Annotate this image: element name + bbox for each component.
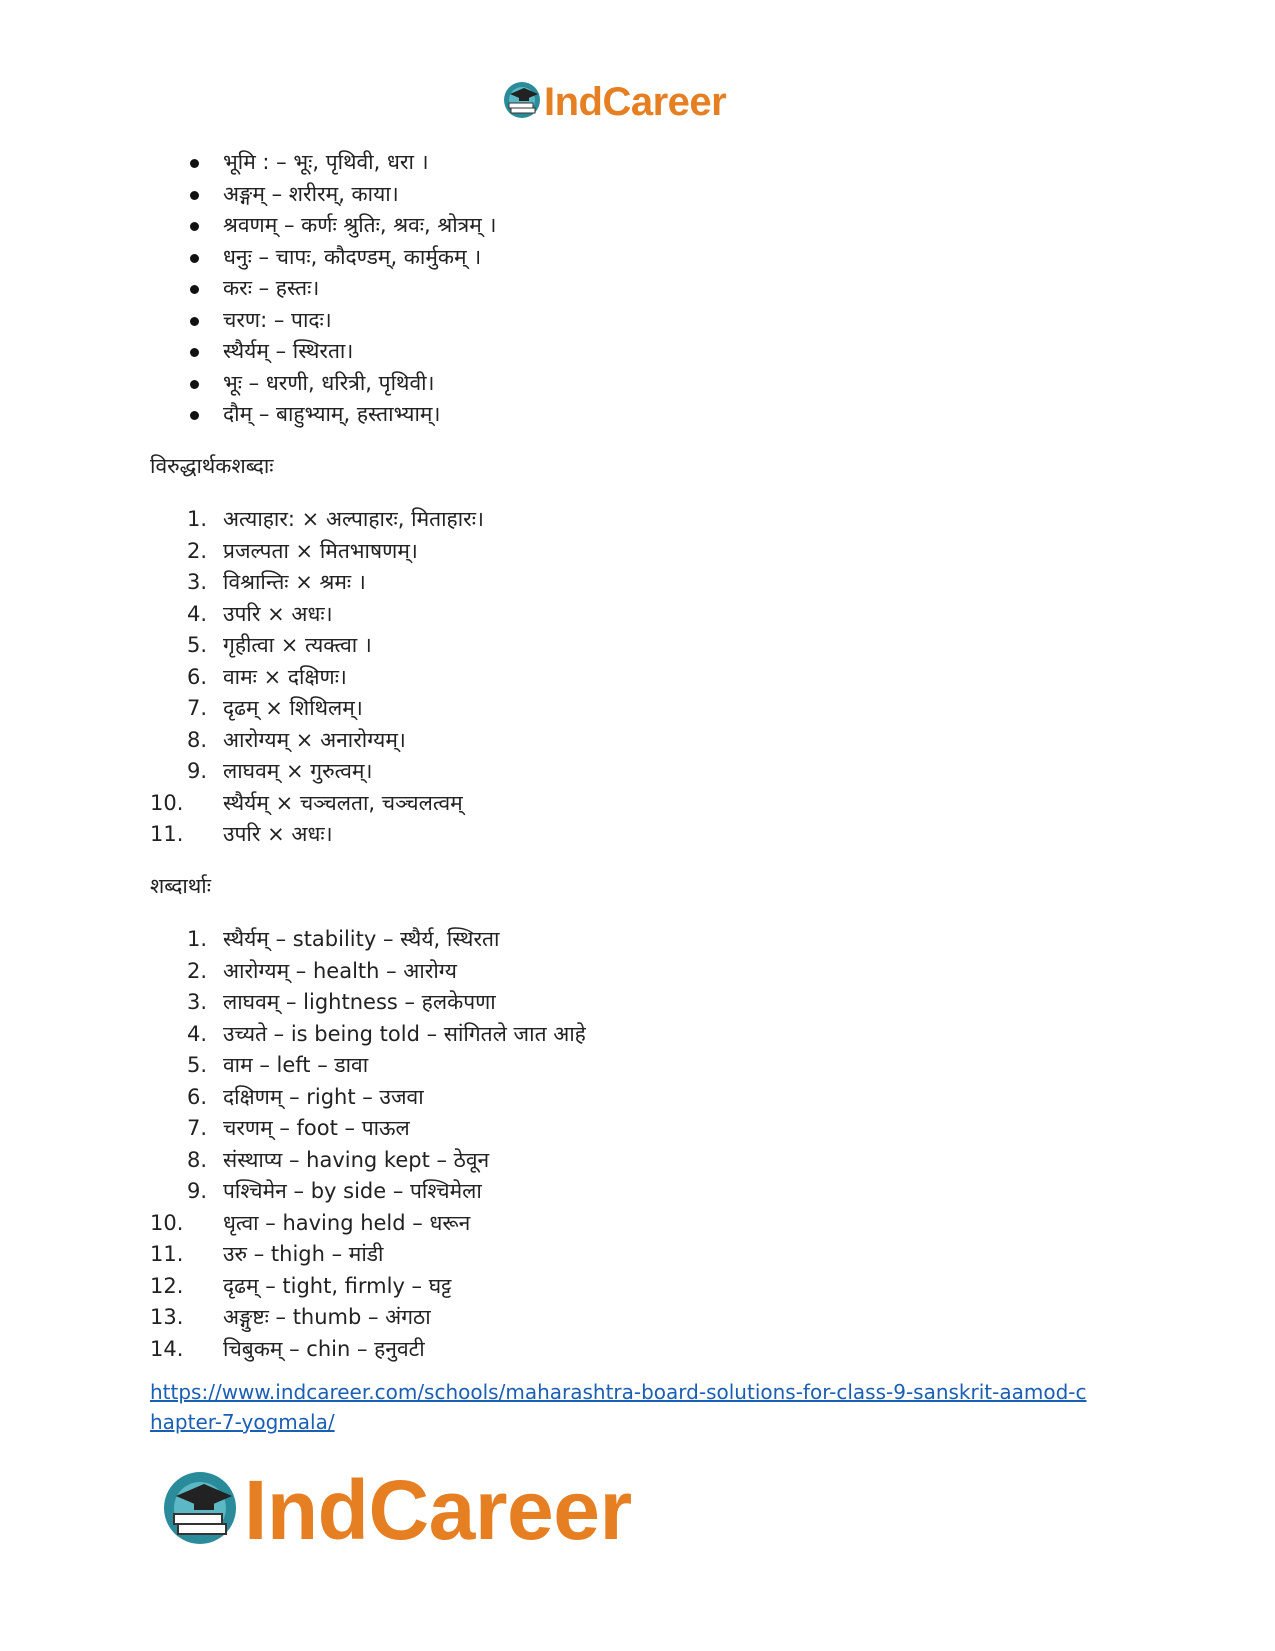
list-item: 6. वामः × दक्षिणः। [187, 664, 347, 689]
list-item: 3. लाघवम् – lightness – हलकेपणा [187, 990, 496, 1014]
list-item: 4. उपरि × अधः। [187, 601, 333, 626]
list-item: दौम् – बाहुभ्याम्, हस्ताभ्याम्। [150, 399, 1150, 431]
list-item: करः – हस्तः। [150, 273, 1150, 305]
source-link[interactable]: https://www.indcareer.com/schools/maharashtra-board-solutions-for-class-9-sanskrit-aamod-chapter-7-yogmala/ [150, 1380, 1087, 1434]
list-item: 14. चिबुकम् – chin – हनुवटी [150, 1336, 425, 1361]
footer-logo [160, 1463, 632, 1557]
brand-name: IndCareer [244, 1463, 632, 1557]
list-item: 11. उरु – thigh – मांडी [150, 1242, 384, 1266]
list-item: 5. गृहीत्वा × त्यक्त्वा । [187, 633, 372, 657]
list-item: 3. विश्रान्तिः × श्रमः । [187, 570, 366, 594]
list-item: 8. आरोग्यम् × अनारोग्यम्। [187, 727, 406, 752]
synonym-list [150, 147, 1150, 431]
list-item: 9. लाघवम् × गुरुत्वम्। [187, 759, 373, 783]
list-item: 8. संस्थाप्य – having kept – ठेवून [187, 1147, 490, 1172]
list-item: 1. अत्याहार: × अल्पाहारः, मिताहारः। [187, 507, 484, 531]
list-item: 12. दृढम् – tight, firmly – घट्ट [150, 1273, 452, 1298]
list-item: स्थैर्यम् – स्थिरता। [150, 336, 1150, 368]
list-item: भूमि : – भूः, पृथिवी, धरा । [150, 147, 1150, 179]
brand-name: IndCareer [544, 80, 727, 124]
list-item: 10. धृत्वा – having held – धरून [150, 1210, 471, 1235]
list-item: 11. उपरि × अधः। [150, 822, 333, 846]
list-item: 4. उच्यते – is being told – सांगितले जात आहे [187, 1021, 586, 1046]
list-item: धनुः – चापः, कौदण्डम्, कार्मुकम् । [150, 242, 1150, 274]
list-item: 2. प्रजल्पता × मितभाषणम्। [187, 538, 418, 563]
header-logo [502, 80, 726, 124]
list-item: 7. दृढम् × शिथिलम्। [187, 696, 363, 720]
graduation-cap-books-icon [502, 80, 542, 124]
list-item: 2. आरोग्यम् – health – आरोग्य [187, 958, 457, 983]
list-item: अङ्गम् – शरीरम्, काया। [150, 179, 1150, 211]
list-item: 1. स्थैर्यम् – stability – स्थैर्य, स्थिरता [187, 927, 500, 951]
list-item: 7. चरणम् – foot – पाऊल [187, 1116, 410, 1140]
antonym-list [150, 504, 1150, 851]
meaning-list [150, 924, 1150, 1365]
list-item: चरण: – पादः। [150, 305, 1150, 337]
meanings-heading: शब्दार्थाः [150, 873, 211, 898]
list-item: 13. अङ्गुष्टः – thumb – अंगठा [150, 1305, 431, 1329]
graduation-cap-books-icon [160, 1468, 240, 1552]
antonyms-heading: विरुद्धार्थकशब्दाः [150, 453, 274, 478]
list-item: 9. पश्चिमेन – by side – पश्चिमेला [187, 1179, 482, 1203]
list-item: श्रवणम् – कर्णः श्रुतिः, श्रवः, श्रोत्रम् । [150, 210, 1150, 242]
list-item: भूः – धरणी, धरित्री, पृथिवी। [150, 368, 1150, 400]
document-body [150, 147, 1150, 1437]
list-item: 10. स्थैर्यम् × चञ्चलता, चञ्चलत्वम् [150, 790, 463, 815]
list-item: 5. वाम – left – डावा [187, 1053, 369, 1077]
list-item: 6. दक्षिणम् – right – उजवा [187, 1084, 424, 1109]
